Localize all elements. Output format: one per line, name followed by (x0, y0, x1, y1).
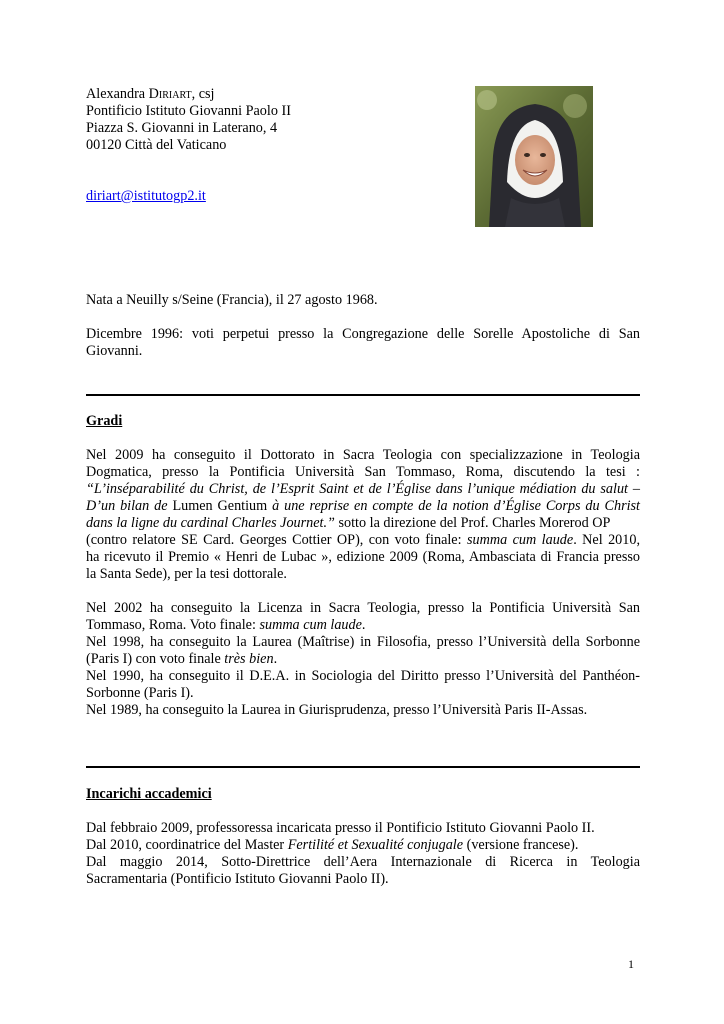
thesis-director: sotto la direzione del Prof. Charles Morerod OP (334, 515, 611, 531)
section-heading-incarichi: Incarichi accademici (86, 786, 212, 802)
thesis-title-part: à une reprise en compte de la notion d’Église Corps du Christ (267, 498, 640, 514)
birth-info: Nata a Neuilly s/Seine (Francia), il 27 agosto 1968. (86, 292, 378, 308)
gradi-p2-line-1: Nel 2002 ha conseguito la Licenza in Sacra Teologia, presso la Pontificia Università San (86, 600, 640, 616)
vows-line-1: Dicembre 1996: voti perpetui presso la Congregazione delle Sorelle Apostoliche di San (86, 326, 640, 342)
last-name: Diriart (148, 86, 192, 102)
name-suffix: , csj (191, 86, 215, 102)
gradi-p1-line-4 (86, 498, 640, 515)
text-segment: Dal 2010, coordinatrice del Master (86, 837, 288, 853)
text-segment: . (273, 651, 278, 667)
gradi-p2-line-6: Sorbonne (Paris I). (86, 685, 194, 701)
gradi-p2-line-2 (86, 617, 365, 634)
thesis-title-end: dans la ligne du cardinal Charles Journet.” (86, 515, 335, 531)
email-line (86, 188, 206, 205)
section-divider (86, 394, 640, 396)
incarichi-line-2 (86, 837, 578, 854)
email-link[interactable]: diriart@istitutogp2.it (86, 188, 206, 204)
text-segment: Tommaso, Roma. Voto finale: (86, 617, 260, 633)
master-title: Fertilité et Sexualité conjugale (287, 837, 464, 853)
address-line-2: Piazza S. Giovanni in Laterano, 4 (86, 120, 278, 136)
author-name-line (86, 86, 214, 103)
section-heading-gradi: Gradi (86, 413, 123, 429)
text-segment: . (361, 617, 366, 633)
text-segment: (contro relatore SE Card. Georges Cottier OP), con voto finale: (86, 532, 467, 548)
incarichi-line-1: Dal febbraio 2009, professoressa incaricata presso il Pontificio Istituto Giovanni Paolo II. (86, 820, 595, 836)
grade-italic: summa cum laude (259, 617, 362, 633)
grade-italic: très bien (224, 651, 274, 667)
thesis-title-part: D’un bilan de (86, 498, 173, 514)
first-name: Alexandra (86, 86, 149, 102)
vows-line-2: Giovanni. (86, 343, 143, 359)
page-number: 1 (628, 957, 634, 971)
incarichi-line-3: Dal maggio 2014, Sotto-Direttrice dell’Aera Internazionale di Ricerca in Teologia (86, 854, 640, 870)
gradi-p1-line-6 (86, 532, 640, 549)
address-line-3: 00120 Città del Vaticano (86, 137, 227, 153)
gradi-p1-line-7: ha ricevuto il Premio « Henri de Lubac », edizione 2009 (Roma, Ambasciata di Francia presso (86, 549, 640, 565)
gradi-p1-line-1: Nel 2009 ha conseguito il Dottorato in Sacra Teologia con specializzazione in Teologia (86, 447, 640, 463)
text-segment: . Nel 2010, (573, 532, 640, 548)
gradi-p1-line-8: la Santa Sede), per la tesi dottorale. (86, 566, 287, 582)
portrait-photo (475, 86, 593, 227)
grade-italic: summa cum laude (466, 532, 574, 548)
incarichi-line-4: Sacramentaria (Pontificio Istituto Giovanni Paolo II). (86, 871, 389, 887)
text-segment: (versione francese). (463, 837, 579, 853)
thesis-lumen-gentium: Lumen Gentium (172, 498, 268, 514)
gradi-p1-line-2: Dogmatica, presso la Pontificia Università San Tommaso, Roma, discutendo la tesi : (86, 464, 640, 480)
section-divider (86, 766, 640, 768)
gradi-p2-line-3: Nel 1998, ha conseguito la Laurea (Maîtrise) in Filosofia, presso l’Università della Sorbonne (86, 634, 640, 650)
gradi-p2-line-5: Nel 1990, ha conseguito il D.E.A. in Sociologia del Diritto presso l’Università del Panthéon- (86, 668, 640, 684)
address-line-1: Pontificio Istituto Giovanni Paolo II (86, 103, 291, 119)
gradi-p1-line-3: “L’inséparabilité du Christ, de l’Esprit Saint et de l’Église dans l’unique médiation du salut – (86, 481, 640, 497)
text-segment: (Paris I) con voto finale (86, 651, 225, 667)
gradi-p2-line-7: Nel 1989, ha conseguito la Laurea in Giurisprudenza, presso l’Università Paris II-Assas. (86, 702, 588, 718)
gradi-p1-line-5 (86, 515, 610, 532)
gradi-p2-line-4 (86, 651, 277, 668)
